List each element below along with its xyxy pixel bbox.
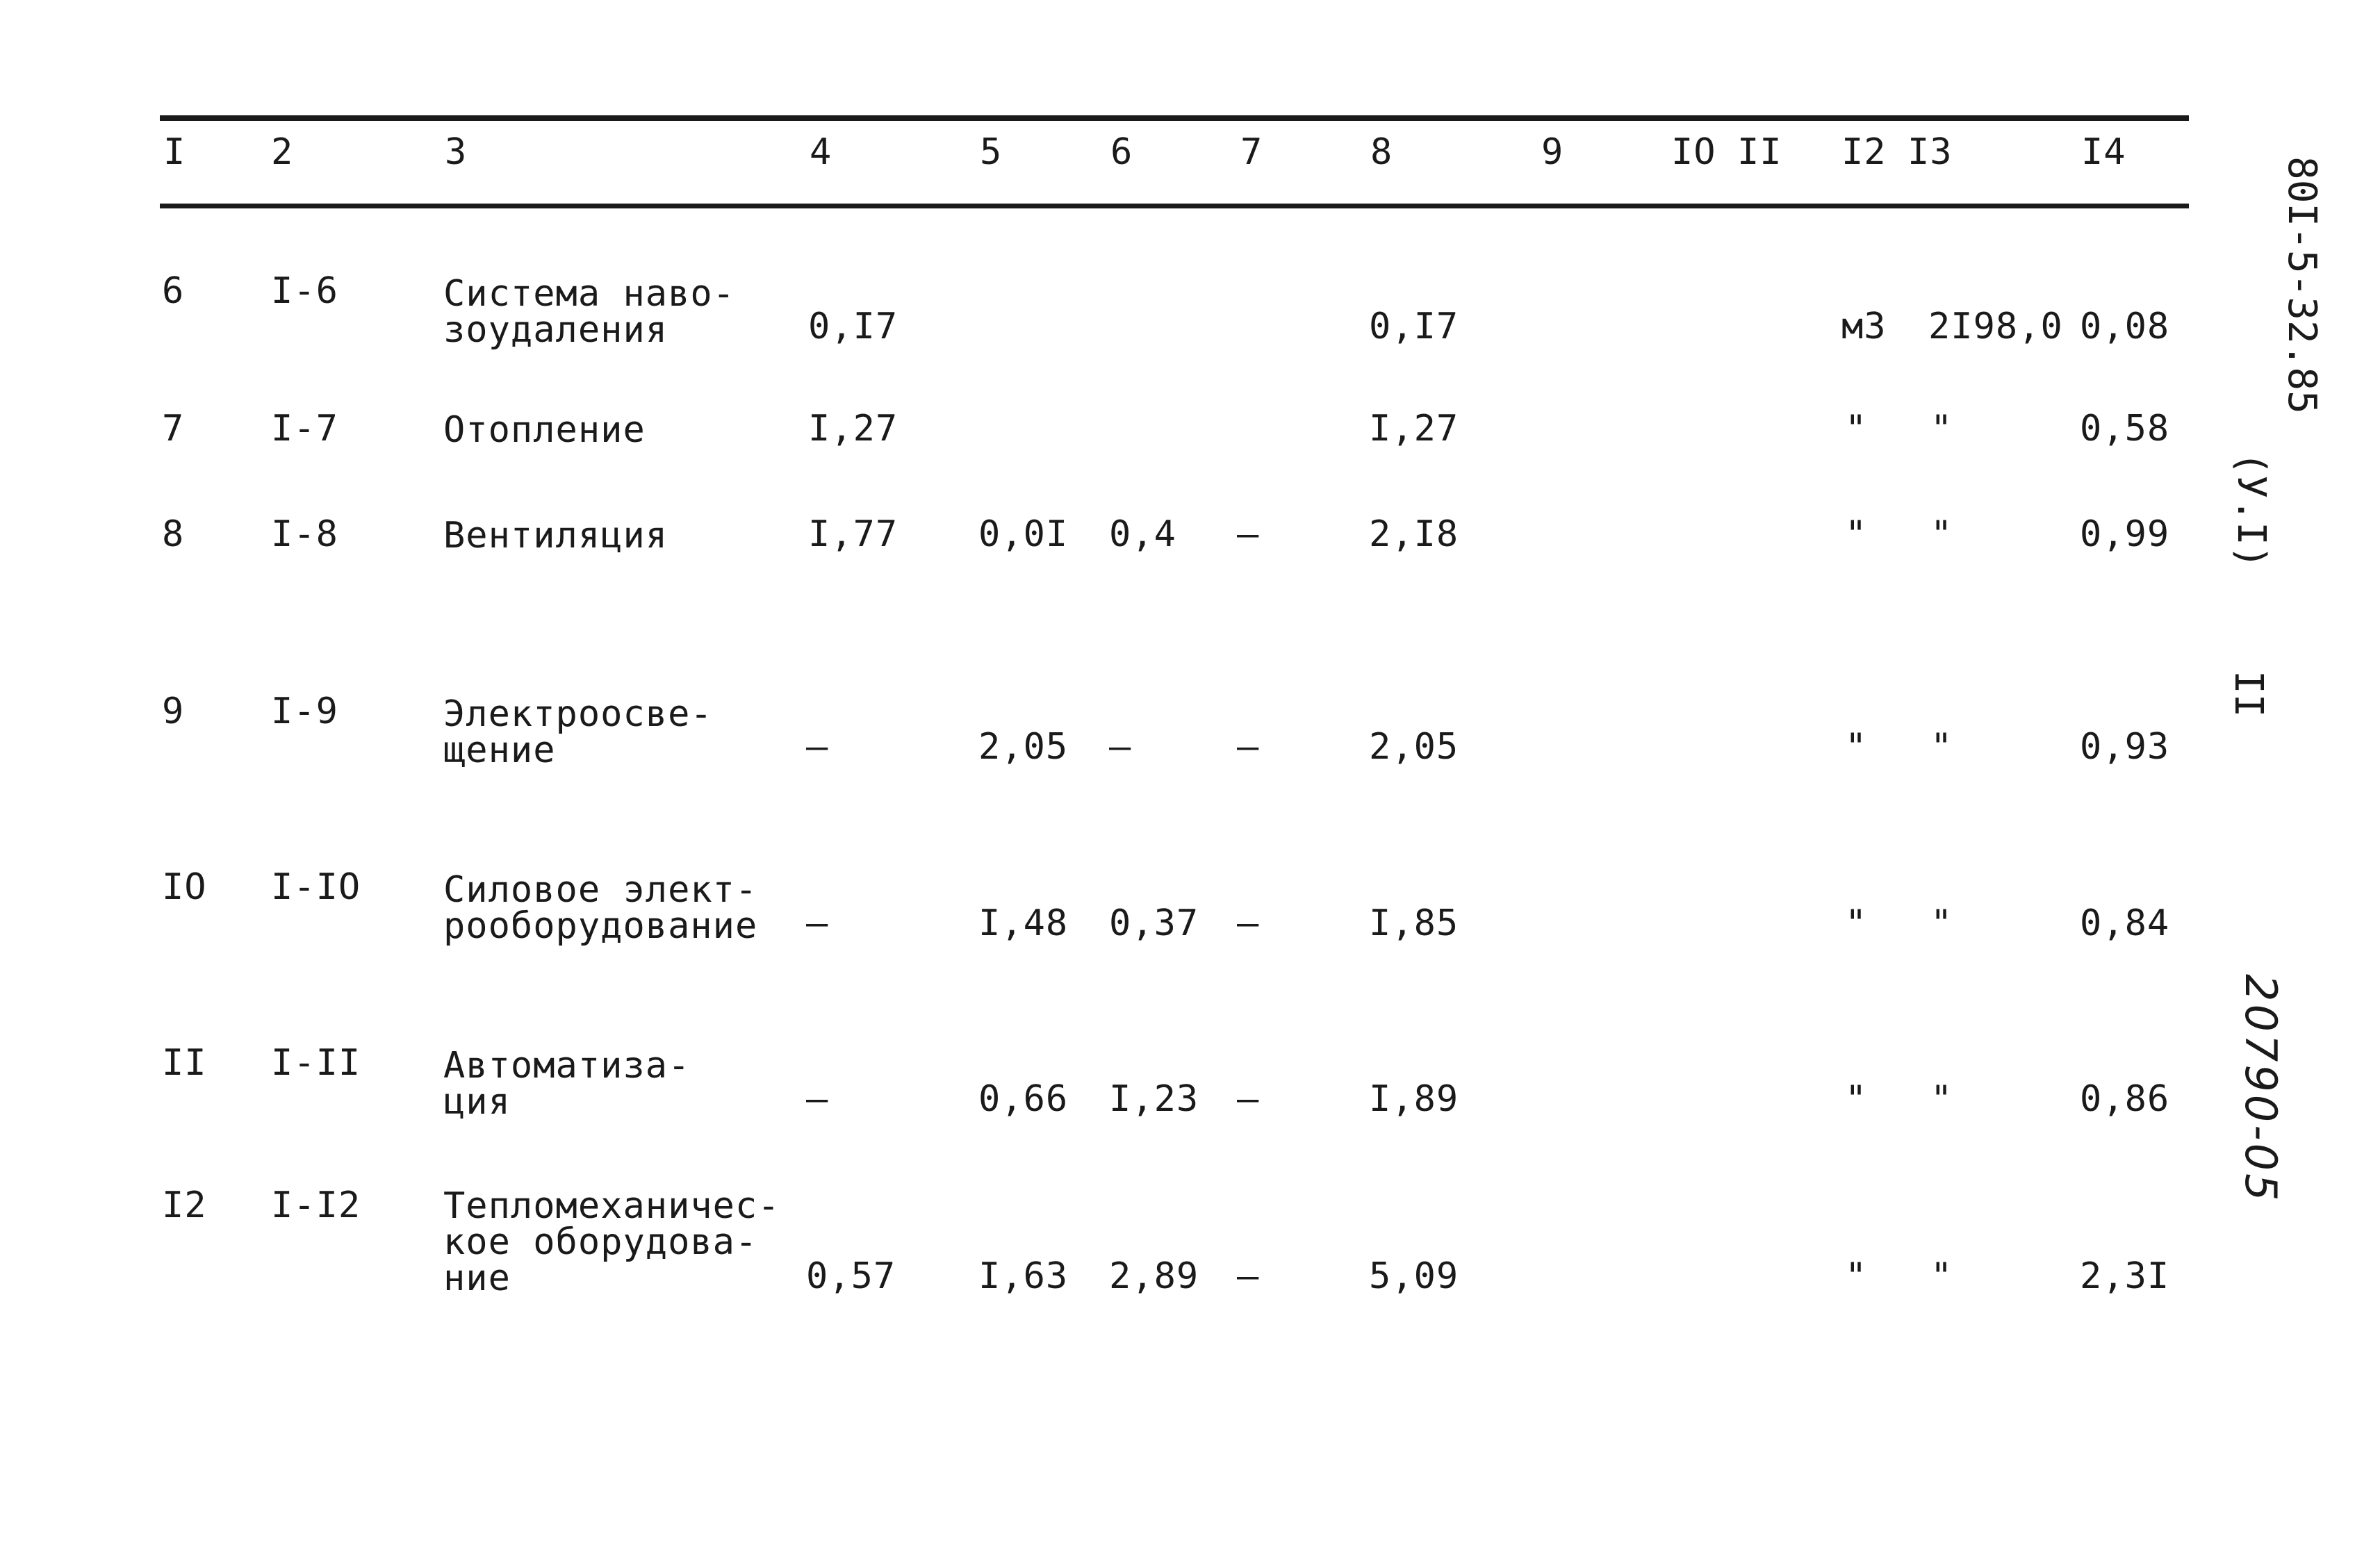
row-2-description: Отопление [443, 409, 646, 451]
row-4-col-14: 0,93 [2080, 726, 2170, 768]
row-7-number: I2 [162, 1185, 207, 1226]
table-header-rule [160, 204, 2189, 208]
header-col-1: I [163, 131, 186, 173]
row-4-col-6: – [1109, 726, 1132, 768]
header-col-6: 6 [1110, 131, 1133, 173]
row-1-code: I-6 [271, 270, 338, 312]
row-1-col-12: м3 [1841, 306, 1887, 347]
row-1-col-14: 0,08 [2080, 306, 2170, 347]
header-col-7: 7 [1240, 131, 1263, 173]
row-6-col-8: I,89 [1369, 1078, 1459, 1120]
row-6-col-7: – [1237, 1078, 1260, 1120]
header-col-3: 3 [445, 131, 468, 173]
row-4-col-12: " [1845, 726, 1868, 768]
row-5-col-12: " [1845, 902, 1868, 944]
row-2-col-8: I,27 [1369, 408, 1459, 449]
row-1-col-4: 0,I7 [808, 306, 898, 347]
row-5-code: I-IO [271, 866, 361, 908]
row-7-col-4: 0,57 [806, 1255, 896, 1297]
row-3-col-12: " [1845, 513, 1868, 555]
header-col-10: IO [1671, 131, 1716, 173]
header-col-9: 9 [1541, 131, 1564, 173]
row-1-col-8: 0,I7 [1369, 306, 1459, 347]
row-4-code: I-9 [271, 691, 338, 732]
header-col-5: 5 [980, 131, 1003, 173]
header-col-2: 2 [271, 131, 294, 173]
row-3-col-5: 0,0I [978, 513, 1069, 555]
row-3-col-6: 0,4 [1109, 513, 1176, 555]
row-3-code: I-8 [271, 513, 338, 555]
row-7-code: I-I2 [271, 1185, 361, 1226]
row-7-col-14: 2,3I [2080, 1255, 2170, 1297]
row-4-col-4: – [806, 726, 829, 768]
row-3-number: 8 [162, 513, 185, 555]
document-version: (У.I) [2229, 452, 2274, 569]
row-2-col-4: I,27 [808, 408, 898, 449]
row-5-col-8: I,85 [1369, 902, 1459, 944]
row-4-description: Электроосве- щение [443, 693, 713, 771]
row-6-number: II [162, 1042, 207, 1084]
row-4-col-7: – [1237, 726, 1260, 768]
row-4-col-5: 2,05 [978, 726, 1069, 768]
row-6-col-4: – [806, 1078, 829, 1120]
row-2-col-12: " [1845, 408, 1868, 449]
row-3-col-14: 0,99 [2080, 513, 2170, 555]
row-7-col-6: 2,89 [1109, 1255, 1199, 1297]
row-5-col-13: " [1930, 902, 1953, 944]
row-3-col-7: – [1237, 513, 1260, 555]
row-6-col-12: " [1845, 1078, 1868, 1120]
sheet-number: II [2226, 670, 2271, 718]
header-col-14: I4 [2081, 131, 2126, 173]
row-6-col-14: 0,86 [2080, 1078, 2170, 1120]
row-3-col-8: 2,I8 [1369, 513, 1459, 555]
table-top-rule [160, 115, 2189, 121]
row-6-col-5: 0,66 [978, 1078, 1069, 1120]
row-3-col-13: " [1930, 513, 1953, 555]
row-7-col-5: I,63 [978, 1255, 1069, 1297]
header-col-13: I3 [1907, 131, 1953, 173]
row-3-description: Вентиляция [443, 515, 668, 556]
row-5-col-5: I,48 [978, 902, 1069, 944]
row-5-col-14: 0,84 [2080, 902, 2170, 944]
header-col-4: 4 [810, 131, 832, 173]
row-1-col-13: 2I98,0 [1928, 306, 2063, 347]
row-7-col-7: – [1237, 1255, 1260, 1297]
row-3-col-4: I,77 [808, 513, 898, 555]
header-col-8: 8 [1370, 131, 1393, 173]
header-col-11: II [1737, 131, 1782, 173]
row-5-col-7: – [1237, 902, 1260, 944]
document-code: 80I-5-32.85 [2279, 156, 2324, 414]
row-4-col-8: 2,05 [1369, 726, 1459, 768]
row-4-number: 9 [162, 691, 185, 732]
inventory-number: 20790-05 [2235, 974, 2286, 1204]
row-2-code: I-7 [271, 408, 338, 449]
row-5-description: Силовое элект- рооборудование [443, 869, 758, 947]
row-2-col-13: " [1930, 408, 1953, 449]
row-4-col-13: " [1930, 726, 1953, 768]
row-2-number: 7 [162, 408, 185, 449]
row-5-col-4: – [806, 902, 829, 944]
row-7-col-12: " [1845, 1255, 1868, 1297]
row-6-description: Автоматиза- ция [443, 1045, 691, 1123]
row-5-number: IO [162, 866, 207, 908]
row-6-col-13: " [1930, 1078, 1953, 1120]
row-5-col-6: 0,37 [1109, 902, 1199, 944]
header-col-12: I2 [1841, 131, 1887, 173]
row-6-col-6: I,23 [1109, 1078, 1199, 1120]
row-7-description: Тепломеханичес- кое оборудова- ние [443, 1185, 780, 1299]
row-6-code: I-II [271, 1042, 361, 1084]
row-1-number: 6 [162, 270, 185, 312]
row-2-col-14: 0,58 [2080, 408, 2170, 449]
row-7-col-8: 5,09 [1369, 1255, 1459, 1297]
row-1-description: Система наво- зоудаления [443, 273, 735, 351]
row-7-col-13: " [1930, 1255, 1953, 1297]
